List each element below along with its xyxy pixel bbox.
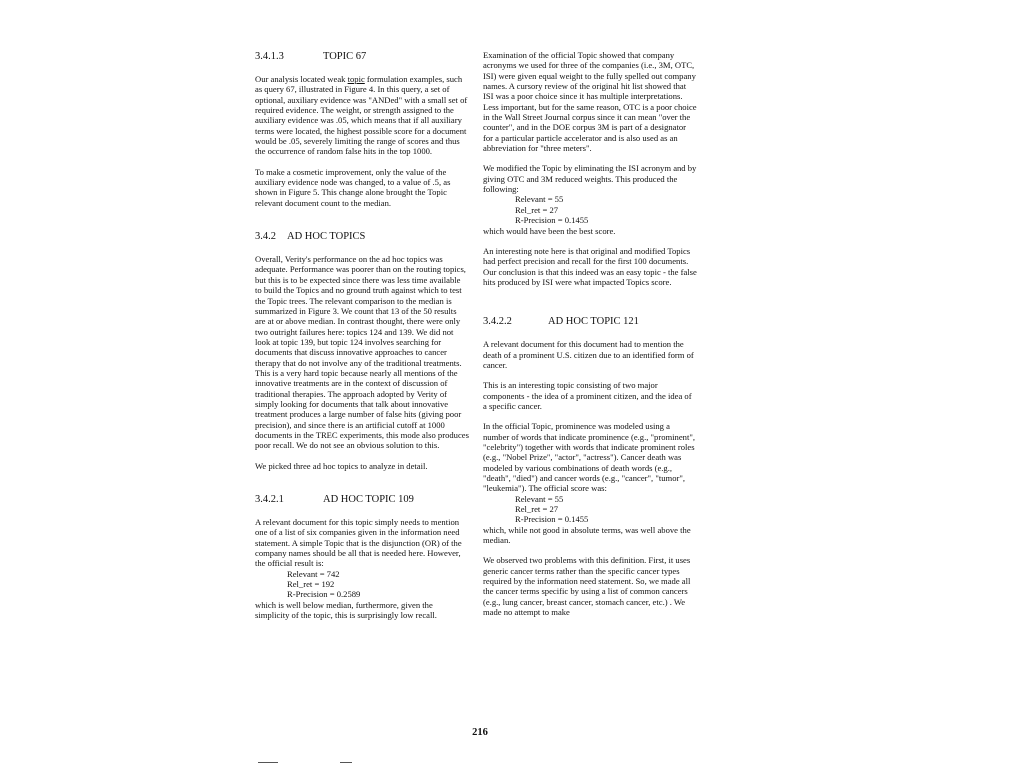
- paragraph-best-score: which would have been the best score.: [483, 225, 616, 236]
- section-heading-ad-hoc-topics: [255, 230, 469, 243]
- stat-rel-ret: Rel_ret = 27: [515, 204, 559, 215]
- section-heading-topic-109: [255, 493, 469, 506]
- paragraph-topic67-analysis: [255, 74, 469, 157]
- page-number: 216: [472, 727, 488, 738]
- right-column: [483, 50, 697, 627]
- stat-rel-ret: Rel_ret = 192: [287, 579, 335, 590]
- stat-r-precision: R-Precision = 0.1455: [515, 215, 589, 226]
- paragraph-interesting-note: An interesting note here is that original and modified Topics had perfect precision and recall for the first 100 documents. Our conclusion is that this indeed was an easy topic - the false hits produced by ISI were what impacted Topics score.: [483, 245, 697, 287]
- paragraph-overall-performance: Overall, Verity's performance on the ad hoc topics was adequate. Performance was poorer than on the routing topics, but this is to be expected since there was less time available to build the Topics and no ground truth against which to test the Topic trees. The relevant comparison to the median is summarized in Figure 3. We count that 13 of the 50 results are at or above median. In contrast thought, there were only two outright failures here: topics 124 and 139. We did not look at topic 139, but topic 124 involves searching for documents that discuss innovative approaches to cancer therapy that do not involve any of the traditional treatments. This is a very hard topic because nearly all mentions of the innovative treatments are in the context of discussion of traditional therapies. The approach adopted by Verity of simply looking for documents that talk about innovative treatment produces a large number of false hits (giving poor precision), and since there is an artificial cutoff at 1000 documents in the TREC experiments, this mode also produces poor recall. We do not see an obvious solution to this.: [255, 254, 469, 451]
- section-number: 3.4.2.1: [255, 494, 284, 505]
- text-run: Our analysis located weak: [255, 74, 348, 84]
- section-heading-topic-121: [483, 315, 697, 328]
- section-number: 3.4.2.2: [483, 316, 512, 328]
- paragraph-cosmetic-improvement: To make a cosmetic improvement, only the value of the auxiliary evidence node was changed, to a value of .5, as shown in Figure 5. This change alone brought the Topic relevant document count to the median.: [255, 166, 451, 208]
- paragraph-modified-topic: We modified the Topic by eliminating the ISI acronym and by giving OTC and 3M reduced weights. This produced the following:: [483, 163, 697, 195]
- paragraph-topic109-description: A relevant document for this topic simply needs to mention one of a list of six companies given in the information need statement. A simple Topic that is the disjunction (OR) of the company names should be all that is needed here. However, the official result is:: [255, 517, 462, 569]
- text-run: formulation examples, such as query 67, illustrated in Figure 4. In this query, a set of optional, auxiliary evidence was "ANDed" with a small set of required evidence. The weight, or strength assigned to the auxiliary evidence was .05, which means that if all auxiliary terms were located, the highest possible score for a document would be .05, severely limiting the range of scores and thus the occurrence of random false hits in the top 1000.: [255, 74, 468, 157]
- stat-rel-ret: Rel_ret = 27: [515, 504, 559, 515]
- paragraph-two-components: This is an interesting topic consisting of two major components - the idea of a prominent citizen, and the idea of a specific cancer.: [483, 380, 692, 411]
- underlined-word: topic: [347, 74, 365, 84]
- stat-relevant: Relevant = 55: [515, 194, 564, 205]
- section-title: AD HOC TOPIC 109: [323, 494, 414, 505]
- official-results-109: [287, 569, 469, 600]
- section-number: 3.4.1.3: [255, 51, 284, 62]
- modified-results-109: [515, 194, 697, 225]
- paragraph-two-problems: We observed two problems with this definition. First, it uses generic cancer terms rather than the specific cancer types required by the information need statement. So, we made all the cancer terms specific by using a list of common cancers (e.g., lung cancer, breast cancer, stomach cancer, etc.) . We made no attempt to make: [483, 555, 691, 618]
- paragraph-official-topic-model: In the official Topic, prominence was modeled using a number of words that indicate prominence (e.g., "prominent", "celebrity") together with words that indicate prominent roles (e.g., "Nobel Prize", "actor", "actress"). Cancer death was modeled by various combinations of death words (e.g., "death", "died") and cancer words (e.g., "cancer", "tumor", "leukemia"). The official score was:: [483, 421, 696, 494]
- paragraph-below-median: which is well below median, furthermore, given the simplicity of the topic, this is surprisingly low recall.: [255, 599, 437, 621]
- left-column: [255, 50, 469, 630]
- paragraph-above-median: which, while not good in absolute terms, was well above the median.: [483, 524, 691, 546]
- stat-r-precision: R-Precision = 0.2589: [287, 589, 361, 600]
- footer-mark: [258, 762, 278, 763]
- section-number: 3.4.2: [255, 231, 276, 243]
- paragraph-topic121-description: A relevant document for this document had to mention the death of a prominent U.S. citizen due to an identified form of cancer.: [483, 339, 694, 370]
- section-title: AD HOC TOPICS: [287, 231, 366, 243]
- section-heading-topic-67: [255, 50, 469, 63]
- footer-mark: [340, 762, 352, 763]
- paragraph-picked-topics: We picked three ad hoc topics to analyze in detail.: [255, 460, 428, 471]
- section-title: AD HOC TOPIC 121: [548, 316, 639, 328]
- stat-relevant: Relevant = 55: [515, 493, 564, 504]
- stat-relevant: Relevant = 742: [287, 568, 340, 579]
- official-results-121: [515, 494, 697, 525]
- stat-r-precision: R-Precision = 0.1455: [515, 514, 589, 525]
- section-title: TOPIC 67: [323, 51, 367, 62]
- paragraph-examination: Examination of the official Topic showed that company acronyms we used for three of the companies (i.e., 3M, OTC, ISI) were given equal weight to the fully spelled out company names. A cursory review of the original hit list showed that ISI was a poor choice since it has multiple interpretations. Less important, but for the same reason, OTC is a poor choice in the Wall Street Journal corpus since it can mean "over the counter", and in the DOE corpus 3M is part of a designator for a particular particle accelerator and is also used as an abbreviation for "three meters".: [483, 50, 697, 154]
